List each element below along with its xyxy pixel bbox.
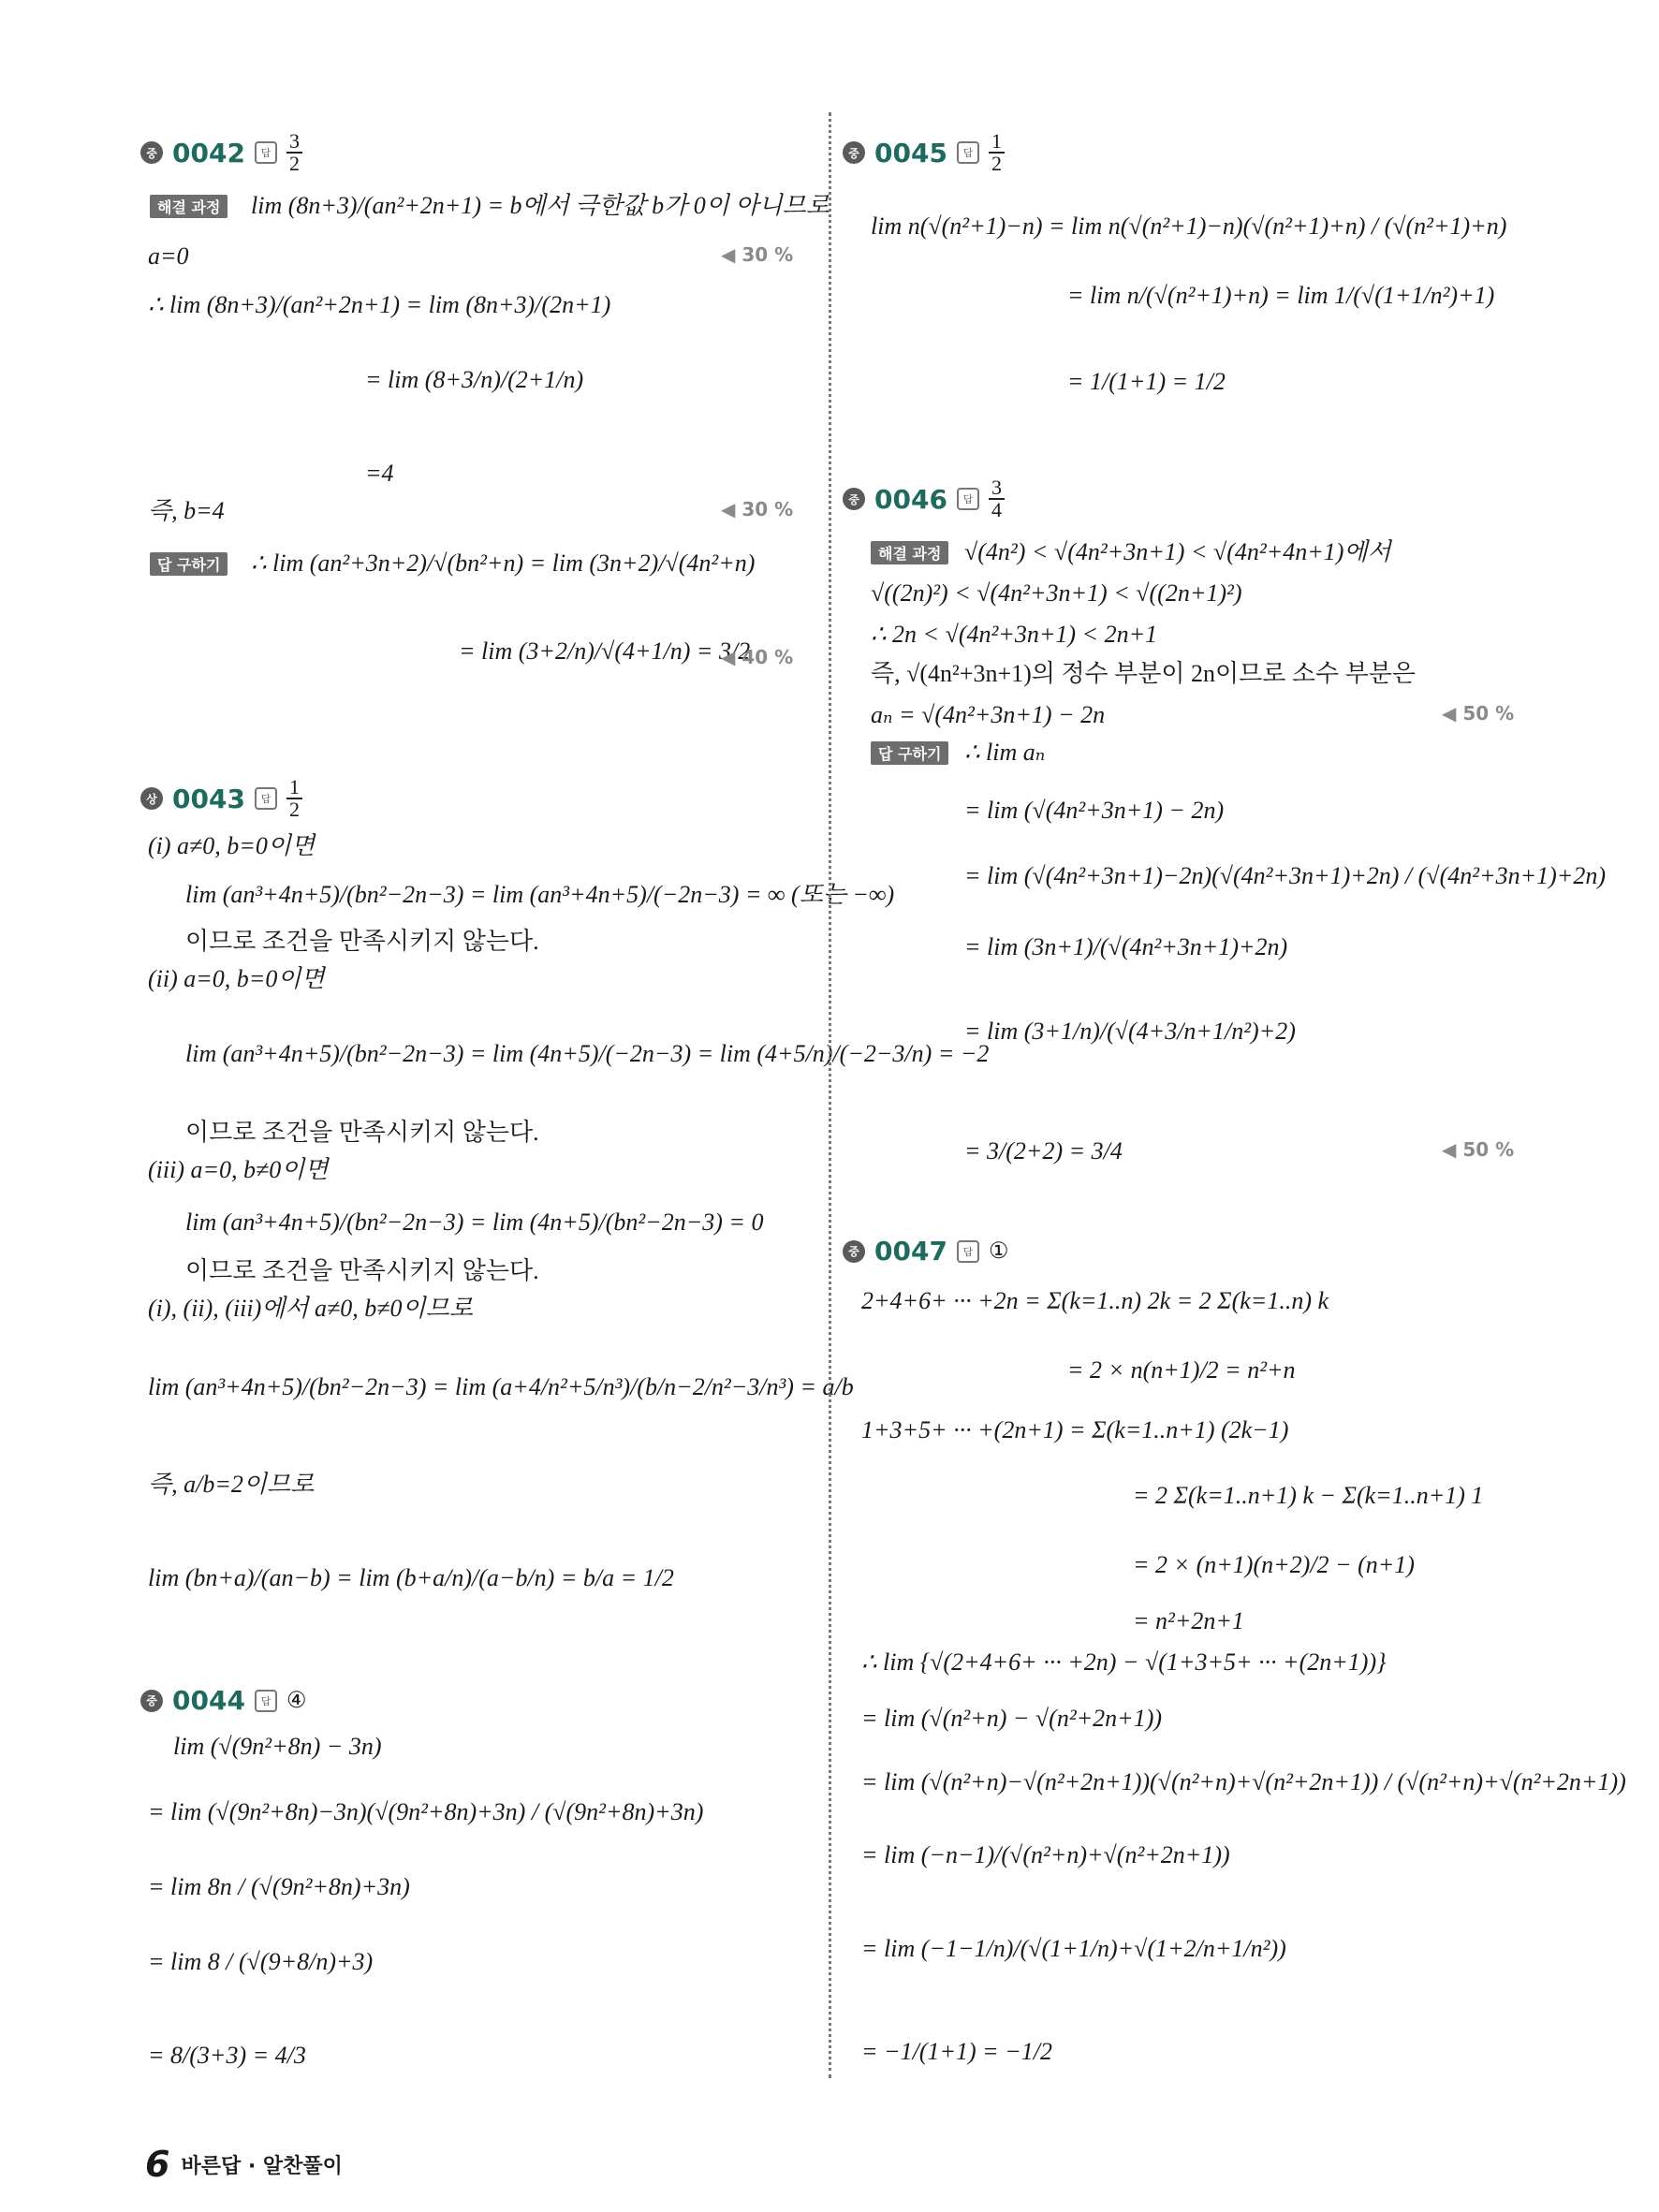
p0047-line9: = lim (√(n²+n)−√(n²+2n+1))(√(n²+n)+√(n²+2n+1)) / (√(n²+n)+√(n²+2n+1)) (861, 1768, 1626, 1795)
level-badge: 중 (843, 488, 865, 510)
answer-icon: 답 (957, 488, 979, 510)
problem-0045-header (843, 131, 1005, 174)
answer-fraction: $\frac{1}{2}$ (989, 131, 1005, 174)
p0043-line9: 이므로 조건을 만족시키지 않는다. (185, 1257, 539, 1284)
p0047-line6: = n²+2n+1 (1133, 1607, 1244, 1634)
problem-0043-header (140, 777, 302, 820)
p0044-line5: = 8/(3+3) = 4/3 (148, 2042, 306, 2069)
problem-0046-header (843, 477, 1005, 520)
problem-0042-header (140, 131, 302, 174)
p0045-line2: = lim n/(√(n²+1)+n) = lim 1/(√(1+1/n²)+1) (1067, 282, 1495, 309)
p0047-line7: ∴ lim {√(2+4+6+ ··· +2n) − √(1+3+5+ ··· +(2n+1))} (861, 1648, 1387, 1676)
p0042-line5: =4 (365, 460, 394, 487)
page-number: 6 (145, 2144, 170, 2185)
p0043-line3: 이므로 조건을 만족시키지 않는다. (185, 928, 539, 955)
p0046-line2: √((2n)²) < √(4n²+3n+1) < √((2n+1)²) (871, 579, 1242, 607)
p0047-line1: 2+4+6+ ··· +2n = Σ(k=1..n) 2k = 2 Σ(k=1..n) k (861, 1287, 1329, 1314)
p0046-line9: = lim (3n+1)/(√(4n²+3n+1)+2n) (964, 933, 1288, 960)
level-badge: 중 (140, 1690, 163, 1712)
answer-fraction: $\frac{1}{2}$ (286, 777, 302, 820)
p0043-line5: lim (an³+4n+5)/(bn²−2n−3) = lim (4n+5)/(−2n−3) = lim (4+5/n)/(−2−3/n) = −2 (185, 1040, 990, 1067)
problem-0047-header (843, 1236, 1008, 1267)
level-badge: 중 (140, 141, 163, 164)
problem-number: 0043 (172, 783, 245, 814)
p0042-line7: ∴ lim (an²+3n+2)/√(bn²+n) = lim (3n+2)/√(4n²+n) (251, 549, 756, 577)
p0043-line1: (i) a≠0, b=0이면 (148, 832, 316, 859)
score-percent: ◀ 40 % (721, 646, 793, 668)
p0043-line6: 이므로 조건을 만족시키지 않는다. (185, 1119, 539, 1146)
answer-choice: ① (988, 1239, 1009, 1264)
answer-icon: 답 (255, 1690, 277, 1712)
solution-process-tag: 해결 과정 (150, 195, 228, 218)
p0047-line2: = 2 × n(n+1)/2 = n²+n (1067, 1356, 1296, 1384)
p0046-line3: ∴ 2n < √(4n²+3n+1) < 2n+1 (871, 621, 1158, 648)
p0047-line11: = lim (−1−1/n)/(√(1+1/n)+√(1+2/n+1/n²)) (861, 1935, 1286, 1962)
page-footer (145, 2144, 343, 2185)
p0046-line4: 즉, √(4n²+3n+1)의 정수 부분이 2n이므로 소수 부분은 (871, 660, 1416, 687)
p0046-line11: = 3/(2+2) = 3/4 (964, 1137, 1123, 1165)
column-divider (829, 112, 831, 2078)
p0042-line1: lim (8n+3)/(an²+2n+1) = b에서 극한값 b가 0이 아니므로 (251, 192, 830, 219)
answer-icon: 답 (255, 141, 277, 164)
get-answer-tag: 답 구하기 (871, 741, 948, 765)
p0044-line4: = lim 8 / (√(9+8/n)+3) (148, 1948, 374, 1975)
p0044-line3: = lim 8n / (√(9n²+8n)+3n) (148, 1873, 410, 1900)
p0046-line7: = lim (√(4n²+3n+1) − 2n) (964, 797, 1225, 824)
p0043-line2: lim (an³+4n+5)/(bn²−2n−3) = lim (an³+4n+5)/(−2n−3) = ∞ (또는 −∞) (185, 881, 895, 908)
level-badge: 상 (140, 787, 163, 810)
p0042-line6: 즉, b=4 (148, 497, 225, 524)
p0046-line1: √(4n²) < √(4n²+3n+1) < √(4n²+4n+1)에서 (964, 538, 1391, 565)
answer-fraction: $\frac{3}{4}$ (989, 477, 1005, 520)
score-percent: ◀ 50 % (1442, 1138, 1514, 1161)
answer-icon: 답 (255, 787, 277, 810)
book-title: 바른답 · 알찬풀이 (181, 2154, 343, 2178)
answer-icon: 답 (957, 141, 979, 164)
p0043-line7: (iii) a=0, b≠0이면 (148, 1156, 329, 1183)
problem-number: 0042 (172, 137, 245, 168)
score-percent: ◀ 30 % (721, 243, 793, 266)
score-percent: ◀ 30 % (721, 498, 793, 520)
problem-0044-header (140, 1685, 306, 1716)
p0047-line4: = 2 Σ(k=1..n+1) k − Σ(k=1..n+1) 1 (1133, 1482, 1484, 1509)
answer-fraction: $\frac{3}{2}$ (286, 131, 302, 174)
level-badge: 중 (843, 141, 865, 164)
solution-process-tag: 해결 과정 (871, 541, 948, 564)
score-percent: ◀ 50 % (1442, 702, 1514, 725)
p0047-line3: 1+3+5+ ··· +(2n+1) = Σ(k=1..n+1) (2k−1) (861, 1416, 1289, 1443)
problem-number: 0047 (874, 1236, 947, 1267)
get-answer-tag: 답 구하기 (150, 552, 228, 576)
problem-number: 0046 (874, 483, 947, 515)
p0043-line12: 즉, a/b=2이므로 (148, 1471, 315, 1498)
p0046-line6: ∴ lim aₙ (964, 739, 1046, 766)
p0043-line13: lim (bn+a)/(an−b) = lim (b+a/n)/(a−b/n) = b/a = 1/2 (148, 1564, 674, 1591)
p0042-line3: ∴ lim (8n+3)/(an²+2n+1) = lim (8n+3)/(2n+1) (148, 291, 611, 318)
p0042-line4: = lim (8+3/n)/(2+1/n) (365, 366, 584, 393)
level-badge: 중 (843, 1240, 865, 1263)
p0046-line8: = lim (√(4n²+3n+1)−2n)(√(4n²+3n+1)+2n) / (√(4n²+3n+1)+2n) (964, 862, 1606, 889)
p0043-line10: (i), (ii), (iii)에서 a≠0, b≠0이므로 (148, 1295, 473, 1322)
p0043-line4: (ii) a=0, b=0이면 (148, 965, 325, 992)
p0044-line1: lim (√(9n²+8n) − 3n) (173, 1733, 382, 1760)
p0046-line10: = lim (3+1/n)/(√(4+3/n+1/n²)+2) (964, 1018, 1296, 1045)
answer-choice: ④ (286, 1689, 307, 1713)
p0045-line3: = 1/(1+1) = 1/2 (1067, 368, 1226, 395)
p0047-line8: = lim (√(n²+n) − √(n²+2n+1)) (861, 1705, 1163, 1732)
p0043-line8: lim (an³+4n+5)/(bn²−2n−3) = lim (4n+5)/(bn²−2n−3) = 0 (185, 1209, 764, 1236)
p0047-line5: = 2 × (n+1)(n+2)/2 − (n+1) (1133, 1551, 1415, 1578)
problem-number: 0044 (172, 1685, 245, 1716)
answer-icon: 답 (957, 1240, 979, 1263)
p0047-line12: = −1/(1+1) = −1/2 (861, 2038, 1052, 2065)
p0047-line10: = lim (−n−1)/(√(n²+n)+√(n²+2n+1)) (861, 1841, 1230, 1868)
problem-number: 0045 (874, 137, 947, 168)
p0046-line5: aₙ = √(4n²+3n+1) − 2n (871, 701, 1106, 728)
p0042-line2: a=0 (148, 242, 189, 270)
p0042-line8: = lim (3+2/n)/√(4+1/n) = 3/2 (459, 637, 751, 665)
p0045-line1: lim n(√(n²+1)−n) = lim n(√(n²+1)−n)(√(n²+1)+n) / (√(n²+1)+n) (871, 212, 1507, 240)
p0044-line2: = lim (√(9n²+8n)−3n)(√(9n²+8n)+3n) / (√(9n²+8n)+3n) (148, 1798, 704, 1825)
p0043-line11: lim (an³+4n+5)/(bn²−2n−3) = lim (a+4/n²+5/n³)/(b/n−2/n²−3/n³) = a/b (148, 1373, 854, 1400)
